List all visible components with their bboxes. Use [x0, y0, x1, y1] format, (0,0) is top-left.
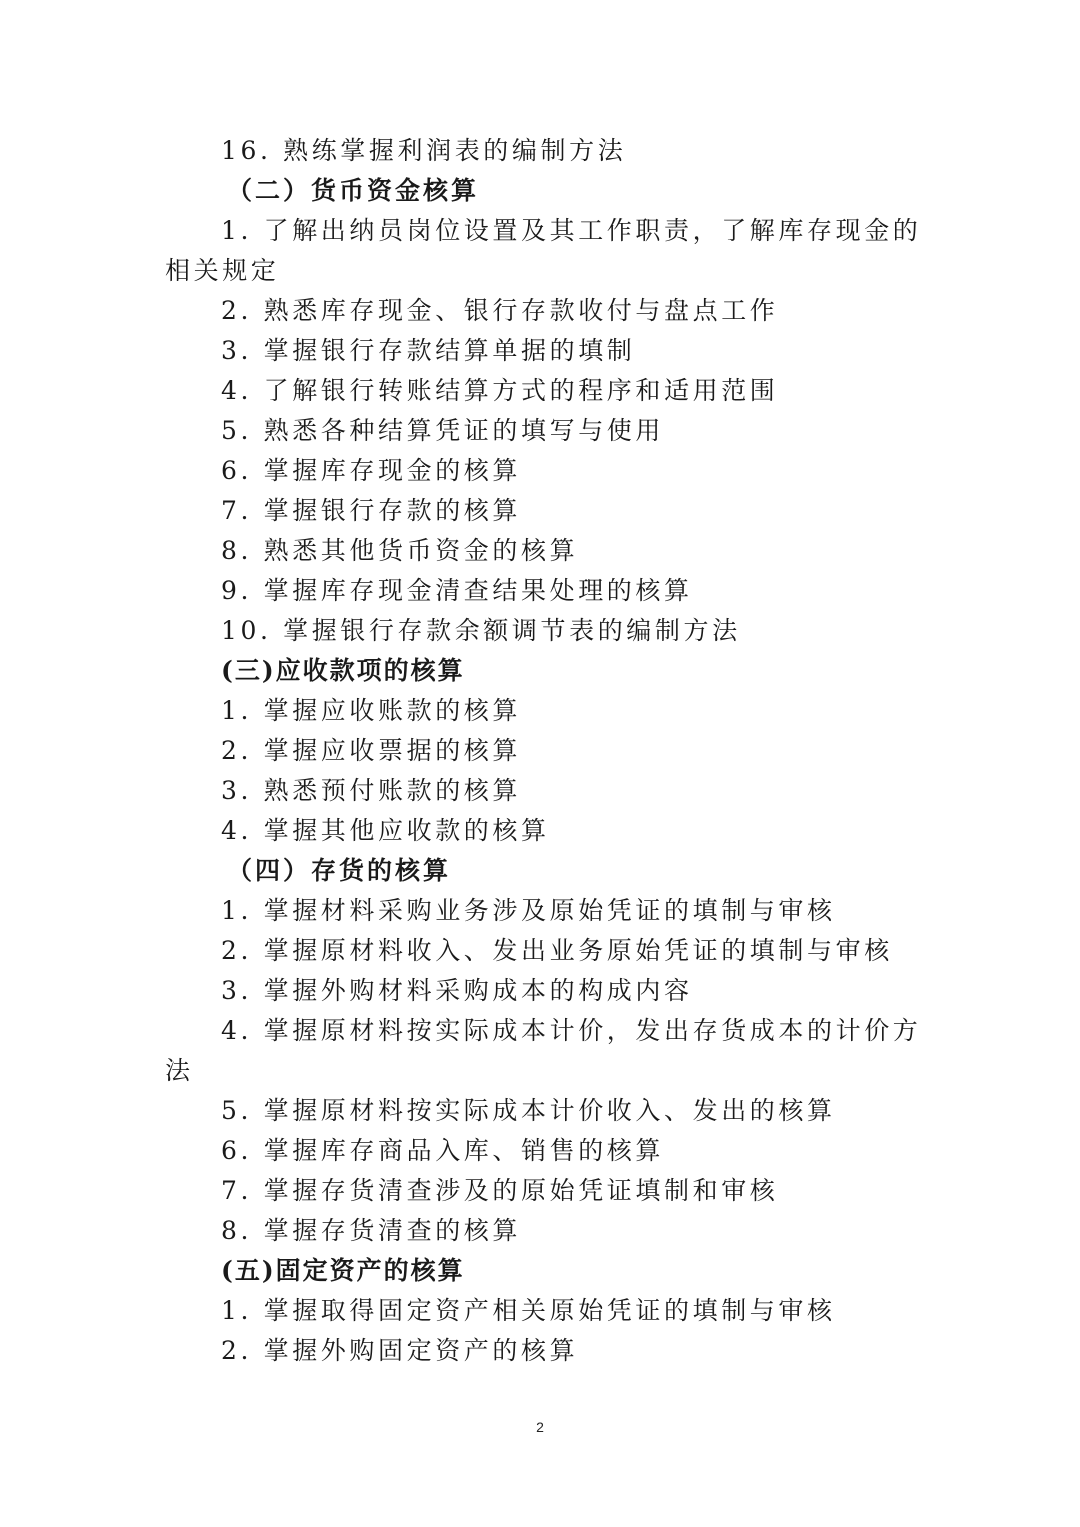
list-item-continuation: 法: [165, 1056, 194, 1085]
list-item: 1. 掌握材料采购业务涉及原始凭证的填制与审核: [221, 896, 836, 925]
section-heading: (三)应收款项的核算: [221, 656, 465, 685]
list-item: 2. 熟悉库存现金、银行存款收付与盘点工作: [221, 296, 779, 325]
list-item: 9. 掌握库存现金清查结果处理的核算: [221, 576, 693, 605]
list-item: 6. 掌握库存现金的核算: [221, 456, 522, 485]
list-item: 3. 熟悉预付账款的核算: [221, 776, 522, 805]
list-item: 7. 掌握存货清查涉及的原始凭证填制和审核: [221, 1176, 779, 1205]
list-item: 1. 掌握应收账款的核算: [221, 696, 522, 725]
list-item: 7. 掌握银行存款的核算: [221, 496, 522, 525]
list-item: 5. 熟悉各种结算凭证的填写与使用: [221, 416, 665, 445]
list-item: 8. 掌握存货清查的核算: [221, 1216, 522, 1245]
list-item: 1. 掌握取得固定资产相关原始凭证的填制与审核: [221, 1296, 836, 1325]
list-item: 10. 掌握银行存款余额调节表的编制方法: [221, 616, 741, 645]
list-item-continuation: 相关规定: [165, 256, 280, 285]
list-item: 4. 了解银行转账结算方式的程序和适用范围: [221, 376, 779, 405]
section-heading: （二）货币资金核算: [227, 176, 480, 205]
list-item: 2. 掌握应收票据的核算: [221, 736, 522, 765]
list-item: 6. 掌握库存商品入库、销售的核算: [221, 1136, 665, 1165]
list-item: 16. 熟练掌握利润表的编制方法: [221, 136, 627, 165]
list-item: 1. 了解出纳员岗位设置及其工作职责，了解库存现金的: [221, 216, 922, 245]
list-item: 3. 掌握银行存款结算单据的填制: [221, 336, 636, 365]
page-body: [165, 131, 920, 1371]
list-item: 2. 掌握原材料收入、发出业务原始凭证的填制与审核: [221, 936, 893, 965]
list-item: 4. 掌握其他应收款的核算: [221, 816, 550, 845]
list-item: 3. 掌握外购材料采购成本的构成内容: [221, 976, 693, 1005]
section-heading: (五)固定资产的核算: [221, 1256, 465, 1285]
list-item: 5. 掌握原材料按实际成本计价收入、发出的核算: [221, 1096, 836, 1125]
list-item: 4. 掌握原材料按实际成本计价，发出存货成本的计价方: [221, 1016, 922, 1045]
section-heading: （四）存货的核算: [227, 856, 452, 885]
list-item: 2. 掌握外购固定资产的核算: [221, 1336, 579, 1365]
page-number: 2: [536, 1419, 544, 1435]
list-item: 8. 熟悉其他货币资金的核算: [221, 536, 579, 565]
